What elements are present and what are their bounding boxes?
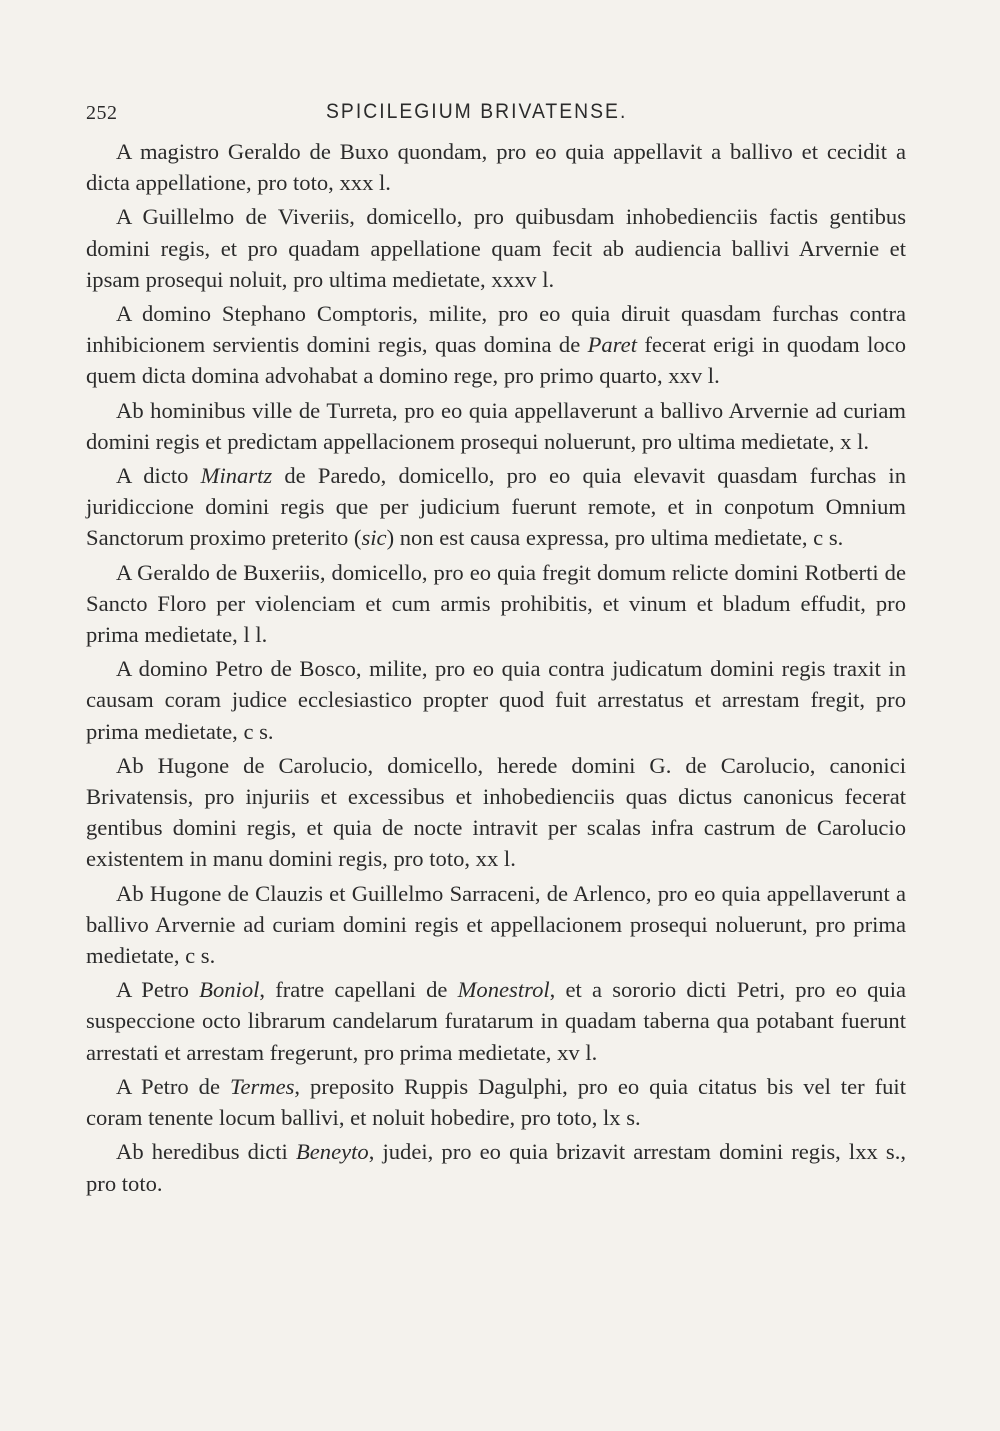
text-run: Ab Hugone de Carolucio, domicello, herede domini G. de Carolucio, canonici Brivatensis, pro injuriis et excessibus et inhobedienciis quas dictus canonicus fecerat gentibus domini regis, et quia de nocte intravit per scalas infra castrum de Carolucio existentem in manu domini regis, pro toto, xx l.: [86, 752, 906, 872]
text-run: , et a sororio dicti Petri, pro eo quia suspeccione octo librarum candelarum furatarum in quadam taberna qua potabant fuerunt arrestati et arrestam fregerunt, pro prima medietate, xv l.: [86, 977, 907, 1065]
italic-name: Boniol: [199, 977, 260, 1003]
italic-name: sic: [361, 525, 387, 551]
text-run: Ab hominibus ville de Turreta, pro eo quia appellaverunt a ballivo Arvernie ad curiam domini regis et predictam appellacionem prosequi noluerunt, pro ultima medietate, x l.: [86, 397, 906, 454]
text-run: A domino Petro de Bosco, milite, pro eo quia contra judicatum domini regis traxit in causam coram judice ecclesiastico propter quod fuit arrestatus et arrestam fregit, pro prima medietate, c s.: [86, 656, 906, 744]
text-run: A magistro Geraldo de Buxo quondam, pro eo quia appellavit a ballivo et cecidit a dicta appellatione, pro toto, xxx l.: [86, 139, 906, 196]
text-run: A Petro de: [116, 1073, 230, 1099]
paragraph: [86, 750, 906, 875]
paragraph: [86, 298, 906, 392]
page-number: 252: [86, 102, 118, 124]
paragraph: [86, 460, 906, 554]
italic-name: Minartz: [200, 463, 273, 489]
paragraph: [86, 201, 906, 295]
running-head: [86, 98, 906, 132]
book-page: [86, 98, 906, 1358]
text-run: A Geraldo de Buxeriis, domicello, pro eo quia fregit domum relicte domini Rotberti de Sancto Floro per violenciam et cum armis prohibitis, et vinum et bladum effudit, pro prima medietate, l l.: [86, 559, 906, 648]
paragraph: [86, 974, 906, 1068]
paragraph: [86, 878, 906, 972]
italic-name: Termes: [229, 1073, 295, 1099]
text-run: fecerat erigi in quodam loco quem dicta domina advohabat a domino rege, pro primo quarto, xxv l.: [86, 332, 906, 389]
paragraph: [86, 1136, 906, 1198]
paragraph: [86, 557, 906, 651]
text-run: ) non est causa expressa, pro ultima medietate, c s.: [386, 525, 844, 551]
paragraph: [86, 136, 906, 198]
paragraph: [86, 395, 906, 457]
running-title: SPICILEGIUM BRIVATENSE.: [326, 100, 628, 123]
text-run: A domino Stephano Comptoris, milite, pro eo quia diruit quasdam furchas contra inhibicionem servientis domini regis, quas domina de: [86, 301, 906, 358]
italic-name: Monestrol: [457, 977, 550, 1003]
paragraph: [86, 653, 906, 747]
text-run: , preposito Ruppis Dagulphi, pro eo quia citatus bis vel ter fuit coram tenente locum ballivi, et noluit hobedire, pro toto, lx s.: [86, 1073, 906, 1131]
text-run: A dicto: [116, 463, 201, 489]
text-run: Ab heredibus dicti: [116, 1139, 296, 1165]
text-run: Ab Hugone de Clauzis et Guillelmo Sarraceni, de Arlenco, pro eo quia appellaverunt a ballivo Arvernie ad curiam domini regis et appellacionem prosequi noluerunt, pro prima medietate, c s.: [86, 880, 906, 969]
italic-name: Paret: [587, 332, 637, 358]
text-run: de Paredo, domicello, pro eo quia elevavit quasdam furchas in juridiccione domini regis que per judicium fuerunt remote, et in conpotum Omnium Sanctorum proximo preterito (: [86, 463, 906, 551]
text-run: A Petro: [116, 977, 200, 1003]
text-run: A Guillelmo de Viveriis, domicello, pro quibusdam inhobedienciis factis gentibus domini regis, et pro quadam appellatione quam fecit ab audiencia ballivi Arvernie et ipsam prosequi noluit, pro ultima medietate, xxxv l.: [86, 204, 906, 292]
text-run: , fratre capellani de: [259, 977, 458, 1003]
text-run: , judei, pro eo quia brizavit arrestam domini regis, lxx s., pro toto.: [86, 1139, 906, 1196]
body-text: [86, 136, 906, 1199]
paragraph: [86, 1071, 906, 1133]
italic-name: Beneyto: [295, 1139, 369, 1165]
